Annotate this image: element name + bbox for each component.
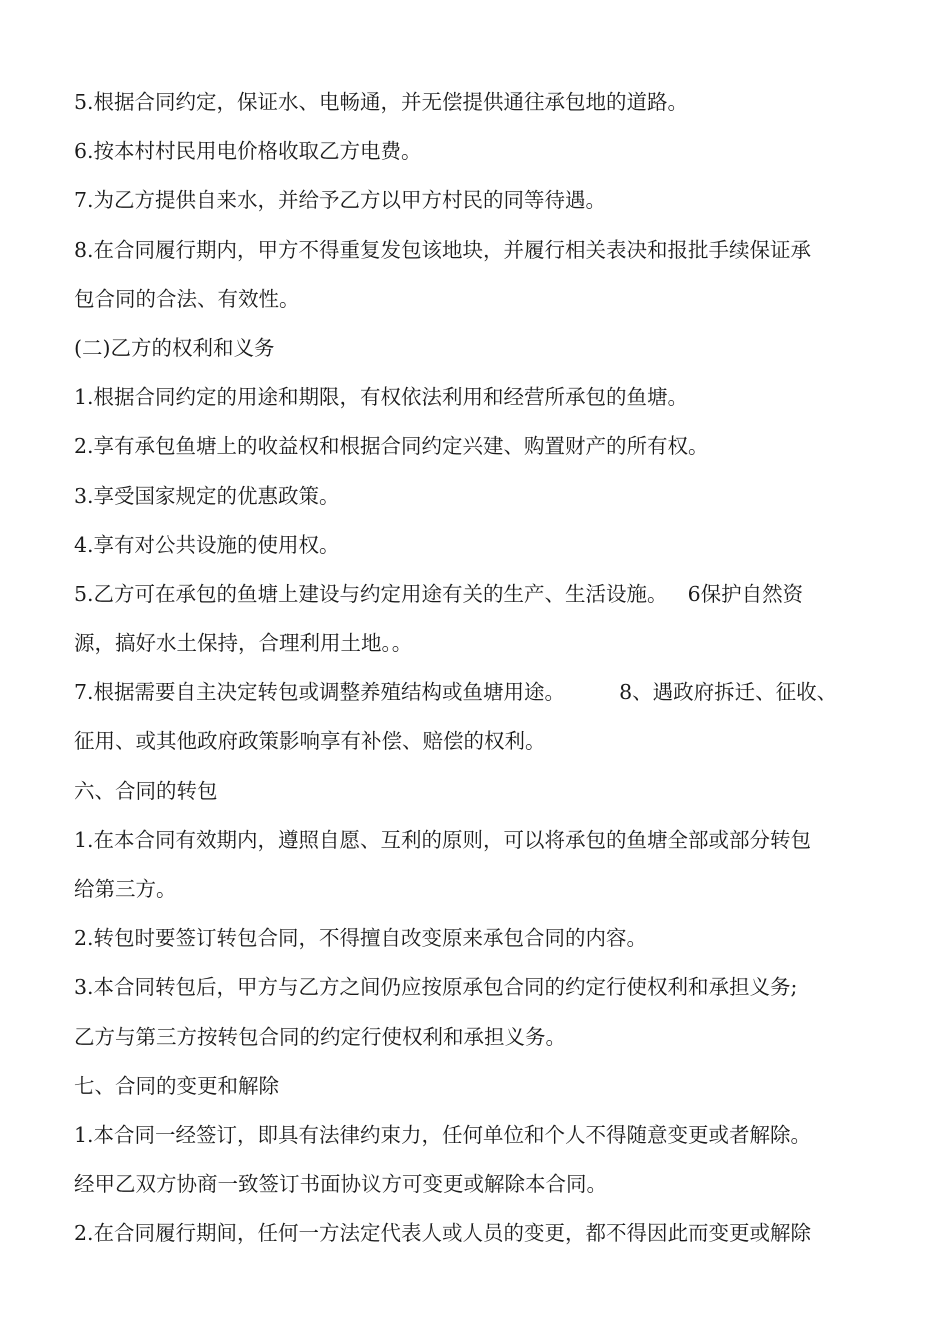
clause-8-no-repeat-lease: 8.在合同履行期内，甲方不得重复发包该地块，并履行相关表决和报批手续保证承 — [74, 237, 812, 262]
party-b-clause-8-start: 8、遇政府拆迁、征收、 — [619, 680, 838, 705]
party-b-clause-3: 3.享受国家规定的优惠政策。 — [74, 483, 340, 508]
party-b-clause-8-continued: 征用、或其他政府政策影响享有补偿、赔偿的权利。 — [74, 729, 546, 754]
subcontract-clause-2: 2.转包时要签订转包合同，不得擅自改变原来承包合同的内容。 — [74, 926, 648, 951]
section-party-b-rights-heading: (二)乙方的权利和义务 — [74, 335, 275, 360]
party-b-clause-6-continued: 源，搞好水土保持，合理利用土地。。 — [74, 631, 413, 656]
clause-7-water: 7.为乙方提供自来水，并给予乙方以甲方村民的同等待遇。 — [74, 188, 607, 213]
party-b-clause-2: 2.享有承包鱼塘上的收益权和根据合同约定兴建、购置财产的所有权。 — [74, 434, 709, 459]
party-b-clause-4: 4.享有对公共设施的使用权。 — [74, 532, 340, 557]
change-clause-1: 1.本合同一经签订，即具有法律约束力，任何单位和个人不得随意变更或者解除。 — [74, 1122, 812, 1147]
section-change-termination-heading: 七、合同的变更和解除 — [74, 1073, 279, 1098]
clause-6-electricity: 6.按本村村民用电价格收取乙方电费。 — [74, 139, 422, 164]
subcontract-clause-1-continued: 给第三方。 — [74, 877, 177, 901]
party-b-clause-6-start: 6保护自然资 — [687, 581, 804, 606]
clause-8-continued: 包合同的合法、有效性。 — [74, 286, 300, 311]
subcontract-clause-1: 1.在本合同有效期内，遵照自愿、互利的原则，可以将承包的鱼塘全部或部分转包 — [74, 827, 812, 852]
party-b-clause-7: 7.根据需要自主决定转包或调整养殖结构或鱼塘用途。 — [74, 680, 566, 705]
subcontract-clause-3-continued: 乙方与第三方按转包合同的约定行使权利和承担义务。 — [74, 1024, 566, 1049]
party-b-clause-5-6 — [74, 570, 892, 619]
section-subcontract-heading: 六、合同的转包 — [74, 778, 218, 803]
subcontract-clause-3: 3.本合同转包后，甲方与乙方之间仍应按原承包合同的约定行使权利和承担义务; — [74, 975, 798, 1000]
change-clause-2: 2.在合同履行期间，任何一方法定代表人或人员的变更，都不得因此而变更或解除 — [74, 1221, 812, 1246]
party-b-clause-7-8 — [74, 668, 892, 717]
party-b-clause-1: 1.根据合同约定的用途和期限，有权依法利用和经营所承包的鱼塘。 — [74, 385, 689, 410]
party-b-clause-5: 5.乙方可在承包的鱼塘上建设与约定用途有关的生产、生活设施。 — [74, 581, 668, 606]
clause-5-utilities: 5.根据合同约定，保证水、电畅通，并无偿提供通往承包地的道路。 — [74, 90, 689, 114]
change-clause-1-continued: 经甲乙双方协商一致签订书面协议方可变更或解除本合同。 — [74, 1172, 607, 1197]
document-page — [74, 78, 892, 1259]
